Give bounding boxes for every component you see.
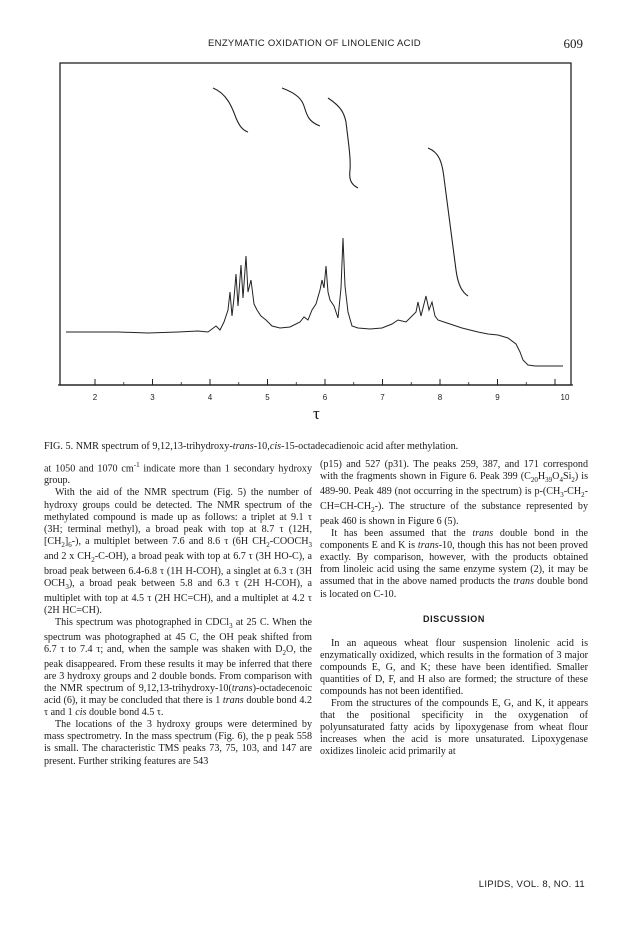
x-tick-label: 5	[265, 393, 270, 402]
integral-curve-3	[328, 98, 358, 188]
plot-frame	[60, 63, 571, 385]
nmr-spectrum-plot	[58, 60, 573, 420]
x-tick-label: 2	[92, 393, 98, 402]
page-number: 609	[563, 36, 583, 51]
x-axis-ticks	[93, 379, 570, 402]
x-tick-label: 10	[560, 393, 570, 402]
right-paragraph-4: From the structures of the compounds E, G, and K, it appears that the positional specificity in the oxygenation of polyunsaturated fatty acids by lipoxygenase from wheat flour increases when the acid is more unsaturated. Lipoxygenase oxidizes linoleic acid primarily at	[320, 697, 588, 758]
right-paragraph-3: In an aqueous wheat flour suspension linolenic acid is enzymatically oxidized, which results in the formation of 3 major compounds E, G, and K; these have been identified. Smaller quantities of D, F, and H also are formed; the structure of these compounds has not been identified.	[320, 637, 588, 697]
integral-curve-2	[282, 88, 320, 126]
journal-footer: LIPIDS, VOL. 8, NO. 11	[478, 879, 585, 890]
x-axis-symbol: τ	[313, 404, 320, 423]
right-column	[320, 459, 588, 758]
x-tick-label: 7	[380, 393, 385, 402]
section-heading-discussion: DISCUSSION	[422, 613, 485, 624]
right-paragraph-1: (p15) and 527 (p31). The peaks 259, 387, and 171 correspond with the fragments shown in Figure 6. Peak 399 $(C_{20}H_{39}O_4Si_2)$ is 489-90. Peak 489 (not occurring in the spectrum) is $p-(CH_3-CH_2-CH=CH-CH_2-)$. The structure of the substance represented by peak 460 is shown in Figure 6 (5).	[320, 459, 588, 528]
x-tick-label: 6	[322, 393, 328, 402]
figure-caption: FIG. 5. NMR spectrum of 9,12,13-trihydroxy-trans-10,cis-15-octadecadienoic acid after methylation.	[44, 441, 459, 452]
running-head-title: ENZYMATIC OXIDATION OF LINOLENIC ACID	[208, 38, 421, 49]
x-tick-label: 9	[495, 393, 500, 402]
left-paragraph-3: This spectrum was photographed in CDCl$_3$ at 25 C. When the spectrum was photographed at 45 C, the OH peak shifted from 6.7 τ to 7.4 τ; and, when the sample was shaken with $D_2O$, the peak disappeared. From these results it may be inferred that there are 3 hydroxy groups and 2 double bonds. From comparison with the NMR spectrum of 9,12,13-trihydroxy-10(trans)-octadecenoic acid (6), it may be concluded that there is 1 trans double bond 4.2 τ and 1 cis double bond 4.5 τ.	[44, 616, 312, 719]
spectrum-trace	[66, 238, 563, 366]
left-paragraph-2: With the aid of the NMR spectrum (Fig. 5) the number of hydroxy groups could be detected. The NMR spectrum of the methylated compound is made up as follows: a triplet at 9.1 τ (3H; terminal methyl), a broad peak with top at 8.7 τ (12H, $[CH_2]_6-$), a multiplet between 7.6 and 8.6 τ (6H $CH_2-COOCH_3$ and 2 x $CH_2-C-OH$), a broad peak with top at 6.7 τ (3H HO-C), a broad peak between 6.4-6.8 τ (1H H-COH), a singlet at 6.3 τ (3H $OCH_3$), a broad peak between 5.8 and 6.3 τ (2H H-COH), a multiplet with top at 4.5 τ (2H HC=CH), and a multiplet at 4.2 τ (2H HC=CH).	[44, 487, 312, 616]
nmr-spectrum-figure	[58, 60, 573, 423]
x-tick-label: 3	[150, 393, 155, 402]
integral-curve-1	[213, 88, 248, 132]
x-tick-label: 8	[437, 393, 443, 402]
left-paragraph-4: The locations of the 3 hydroxy groups were determined by mass spectrometry. In the mass spectrum (Fig. 6), the p peak 558 is small. The characteristic TMS peaks 73, 75, 103, and 147 are present. Further striking features are 543	[44, 719, 312, 767]
left-paragraph-1: at 1050 and 1070 $cm^{-1}$ indicate more than 1 secondary hydroxy group.	[44, 461, 312, 487]
right-paragraph-2: It has been assumed that the trans double bond in the components E and K is trans-10, though this has not been proved exactly. By comparison, however, with the products obtained from linoleic acid using the same enzyme system (2), it may be assumed that in the above named products the trans double bond is located on C-10.	[320, 528, 589, 600]
x-tick-label: 4	[207, 393, 213, 402]
left-column	[44, 459, 312, 768]
integral-curve-4	[428, 148, 468, 296]
running-head	[0, 38, 629, 54]
